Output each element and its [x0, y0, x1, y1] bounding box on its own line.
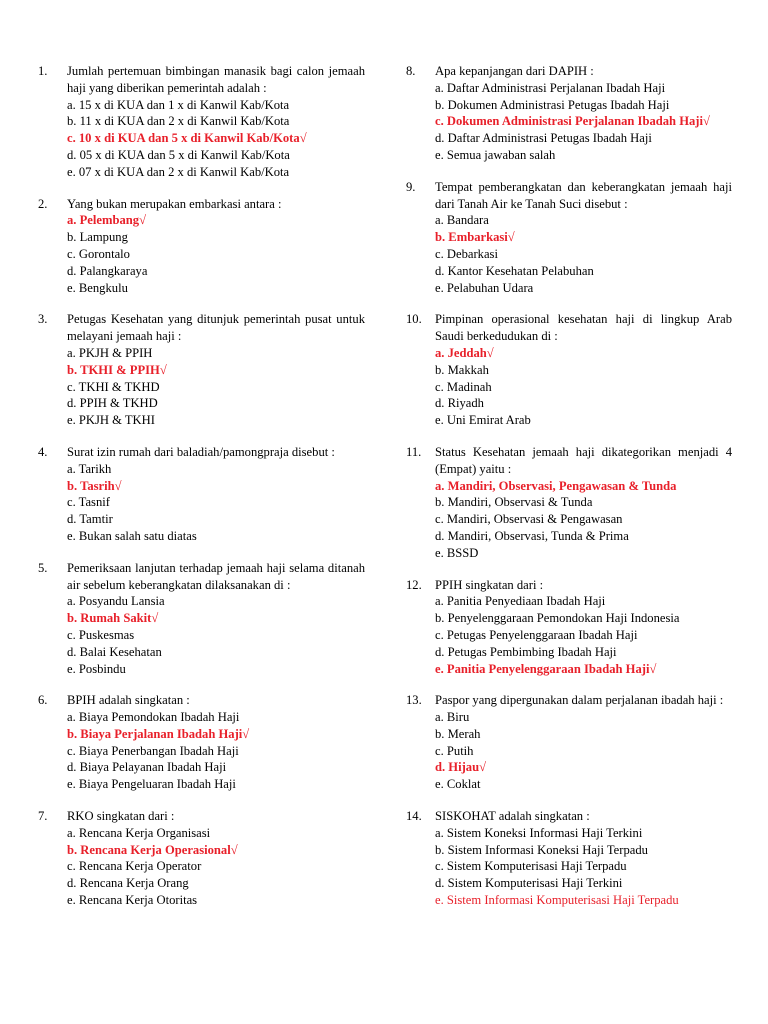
answer-option	[435, 97, 732, 114]
question-text: Jumlah pertemuan bimbingan manasik bagi calon jemaah haji yang diberikan pemerintah adalah :	[67, 64, 365, 95]
check-mark-icon: √	[703, 114, 710, 129]
answer-option	[67, 875, 365, 892]
option-text: b. TKHI & PPIH	[67, 362, 160, 377]
question-number: 8.	[406, 64, 416, 78]
option-text: e. Panitia Penyelenggaraan Ibadah Haji	[435, 661, 650, 676]
question-number: 4.	[38, 444, 48, 459]
option-text: b. 11 x di KUA dan 2 x di Kanwil Kab/Kota	[67, 114, 290, 129]
answer-option	[435, 263, 732, 280]
question-item	[38, 444, 365, 545]
answer-option	[435, 246, 732, 263]
answer-option-correct	[435, 661, 732, 678]
option-text: e. Sistem Informasi Komputerisasi Haji Terpadu	[435, 893, 679, 908]
question-item	[38, 808, 365, 909]
answer-option	[435, 776, 732, 793]
option-text: c. Mandiri, Observasi & Pengawasan	[435, 512, 623, 527]
question-item	[406, 179, 732, 297]
answer-option	[67, 661, 365, 678]
answer-option	[67, 759, 365, 776]
answer-option	[67, 229, 365, 246]
check-mark-icon: √	[114, 478, 122, 493]
option-text: e. Bukan salah satu diatas	[67, 528, 197, 543]
answer-option-correct	[435, 478, 732, 495]
answer-option-correct	[67, 130, 365, 147]
question-item	[406, 444, 732, 562]
option-text: c. Rencana Kerja Operator	[67, 859, 202, 874]
option-text: d. 05 x di KUA dan 5 x di Kanwil Kab/Kota	[67, 147, 290, 162]
answer-option	[435, 362, 732, 379]
question-item	[38, 311, 365, 429]
option-text: d. Rencana Kerja Orang	[67, 876, 189, 891]
option-text: b. Dokumen Administrasi Petugas Ibadah Haji	[435, 97, 670, 112]
question-text: Apa kepanjangan dari DAPIH :	[435, 64, 594, 78]
option-text: d. Kantor Kesehatan Pelabuhan	[435, 263, 594, 278]
option-text: d. Biaya Pelayanan Ibadah Haji	[67, 760, 227, 775]
question-item	[38, 196, 365, 297]
answer-option	[435, 494, 732, 511]
option-text: a. Sistem Koneksi Informasi Haji Terkini	[435, 825, 643, 840]
option-text: d. Sistem Komputerisasi Haji Terkini	[435, 876, 623, 891]
question-number: 10.	[406, 312, 422, 327]
answer-option-correct	[67, 842, 365, 859]
question-text: Petugas Kesehatan yang ditunjuk pemerintah pusat untuk melayani jemaah haji :	[67, 312, 365, 344]
option-text: b. Lampung	[67, 230, 128, 245]
option-text: e. PKJH & TKHI	[67, 413, 155, 428]
answer-option	[67, 280, 365, 297]
question-number: 11.	[406, 444, 422, 459]
option-text: e. Coklat	[435, 777, 481, 792]
option-text: a. 15 x di KUA dan 1 x di Kanwil Kab/Kota	[67, 97, 290, 112]
answer-option	[435, 528, 732, 545]
option-text: a. Posyandu Lansia	[67, 594, 165, 609]
option-text: a. Tarikh	[67, 461, 112, 476]
question-text: BPIH adalah singkatan :	[67, 693, 190, 708]
answer-option	[435, 545, 732, 562]
option-text: c. Dokumen Administrasi Perjalanan Ibadah Haji	[435, 114, 703, 129]
answer-option	[67, 263, 365, 280]
question-number: 14.	[406, 809, 422, 824]
question-number: 5.	[38, 560, 48, 575]
option-text: b. Sistem Informasi Koneksi Haji Terpadu	[435, 842, 648, 857]
question-text: RKO singkatan dari :	[67, 809, 175, 824]
answer-option	[67, 395, 365, 412]
answer-option	[435, 842, 732, 859]
answer-option	[67, 412, 365, 429]
answer-option	[435, 395, 732, 412]
check-mark-icon: √	[230, 842, 238, 857]
option-text: d. Daftar Administrasi Petugas Ibadah Haji	[435, 131, 652, 146]
answer-option	[67, 147, 365, 164]
option-text: b. Biaya Perjalanan Ibadah Haji	[67, 726, 243, 741]
option-text: d. Petugas Pembimbing Ibadah Haji	[435, 644, 617, 659]
question-text: Pimpinan operasional kesehatan haji di lingkup Arab Saudi berkedudukan di :	[435, 312, 732, 344]
check-mark-icon: √	[159, 362, 167, 377]
answer-option	[67, 892, 365, 909]
answer-option	[67, 743, 365, 760]
question-item	[38, 692, 365, 793]
answer-option	[435, 709, 732, 726]
answer-option-correct	[67, 610, 365, 627]
check-mark-icon: √	[139, 213, 146, 228]
question-number: 7.	[38, 809, 48, 824]
option-text: e. BSSD	[435, 545, 479, 560]
answer-option	[67, 858, 365, 875]
answer-option	[435, 212, 732, 229]
answer-option	[435, 280, 732, 297]
answer-option	[67, 776, 365, 793]
option-text: d. Mandiri, Observasi, Tunda & Prima	[435, 528, 629, 543]
check-mark-icon: √	[299, 131, 307, 146]
answer-option-correct	[435, 345, 732, 362]
check-mark-icon: √	[507, 230, 515, 245]
answer-option	[435, 379, 732, 396]
option-text: a. Jeddah	[435, 345, 487, 360]
option-text: a. PKJH & PPIH	[67, 345, 153, 360]
option-text: c. Petugas Penyelenggaraan Ibadah Haji	[435, 627, 638, 642]
answer-option	[67, 709, 365, 726]
answer-option	[435, 412, 732, 429]
option-text: e. Biaya Pengeluaran Ibadah Haji	[67, 777, 236, 792]
answer-option	[67, 97, 365, 114]
check-mark-icon: √	[242, 726, 250, 741]
question-text: Yang bukan merupakan embarkasi antara :	[67, 196, 282, 211]
answer-option	[435, 130, 732, 147]
option-text: a. Biru	[435, 710, 470, 725]
answer-option-correct	[435, 892, 732, 909]
option-text: c. Putih	[435, 743, 474, 758]
check-mark-icon: √	[151, 611, 159, 626]
option-text: b. Penyelenggaraan Pemondokan Haji Indonesia	[435, 611, 680, 626]
answer-option	[67, 825, 365, 842]
option-text: c. Debarkasi	[435, 246, 498, 261]
option-text: e. Uni Emirat Arab	[435, 413, 531, 428]
option-text: b. Embarkasi	[435, 230, 508, 245]
option-text: a. Bandara	[435, 213, 489, 228]
check-mark-icon: √	[486, 345, 494, 360]
option-text: a. Mandiri, Observasi, Pengawasan & Tunda	[435, 478, 677, 493]
option-text: c. Puskesmas	[67, 627, 135, 642]
question-text: Status Kesehatan jemaah haji dikategorikan menjadi 4 (Empat) yaitu :	[435, 444, 732, 476]
check-mark-icon: √	[649, 661, 657, 676]
answer-option	[67, 494, 365, 511]
question-text: Pemeriksaan lanjutan terhadap jemaah haji selama ditanah air sebelum keberangkatan dilaksanakan di :	[67, 560, 365, 592]
option-text: c. Tasnif	[67, 495, 110, 510]
question-number: 13.	[406, 693, 422, 708]
answer-option	[435, 858, 732, 875]
check-mark-icon: √	[479, 760, 487, 775]
option-text: b. Merah	[435, 726, 481, 741]
question-text: PPIH singkatan dari :	[435, 577, 544, 592]
option-text: e. Rencana Kerja Otoritas	[67, 893, 198, 908]
answer-option	[435, 80, 732, 97]
answer-option-correct	[67, 212, 365, 229]
option-text: c. Sistem Komputerisasi Haji Terpadu	[435, 859, 627, 874]
answer-option	[435, 147, 732, 164]
question-text: Tempat pemberangkatan dan keberangkatan jemaah haji dari Tanah Air ke Tanah Suci disebut :	[435, 179, 732, 211]
question-number: 9.	[406, 179, 416, 194]
answer-option	[435, 726, 732, 743]
left-column	[38, 63, 365, 924]
question-text: SISKOHAT adalah singkatan :	[435, 809, 590, 824]
option-text: e. Posbindu	[67, 661, 126, 676]
option-text: c. Madinah	[435, 379, 492, 394]
answer-option	[67, 528, 365, 545]
option-text: b. Rencana Kerja Operasional	[67, 842, 231, 857]
option-text: e. Bengkulu	[67, 280, 128, 295]
option-text: c. Gorontalo	[67, 246, 130, 261]
question-number: 1.	[38, 64, 48, 78]
answer-option-correct	[435, 113, 732, 130]
right-column	[406, 63, 732, 924]
option-text: a. Daftar Administrasi Perjalanan Ibadah Haji	[435, 80, 666, 95]
question-text: Surat izin rumah dari baladiah/pamongpraja disebut :	[67, 444, 335, 459]
answer-option	[67, 379, 365, 396]
option-text: e. 07 x di KUA dan 2 x di Kanwil Kab/Kota	[67, 164, 290, 179]
answer-option	[67, 345, 365, 362]
option-text: c. TKHI & TKHD	[67, 379, 160, 394]
option-text: a. Pelembang	[67, 213, 140, 228]
option-text: e. Semua jawaban salah	[435, 147, 556, 162]
question-item	[406, 808, 732, 909]
question-item	[406, 311, 732, 429]
option-text: d. Palangkaraya	[67, 263, 148, 278]
answer-option	[435, 875, 732, 892]
option-text: a. Panitia Penyediaan Ibadah Haji	[435, 594, 606, 609]
option-text: c. Biaya Penerbangan Ibadah Haji	[67, 743, 239, 758]
answer-option	[435, 627, 732, 644]
question-text: Paspor yang dipergunakan dalam perjalanan ibadah haji :	[435, 693, 724, 708]
question-item	[406, 692, 732, 793]
question-item	[38, 63, 365, 181]
question-item	[406, 577, 732, 678]
option-text: e. Pelabuhan Udara	[435, 280, 534, 295]
option-text: c. 10 x di KUA dan 5 x di Kanwil Kab/Kota	[67, 131, 300, 146]
question-item	[38, 560, 365, 678]
answer-option	[435, 825, 732, 842]
question-item	[406, 63, 732, 164]
answer-option	[67, 246, 365, 263]
option-text: d. Hijau	[435, 760, 480, 775]
question-number: 2.	[38, 196, 48, 211]
answer-option-correct	[435, 229, 732, 246]
answer-option	[435, 743, 732, 760]
option-text: d. PPIH & TKHD	[67, 396, 158, 411]
answer-option-correct	[67, 726, 365, 743]
option-text: d. Tamtir	[67, 512, 113, 527]
question-number: 3.	[38, 312, 48, 327]
answer-option	[67, 461, 365, 478]
answer-option	[67, 627, 365, 644]
answer-option	[67, 511, 365, 528]
option-text: b. Mandiri, Observasi & Tunda	[435, 495, 593, 510]
answer-option	[435, 610, 732, 627]
option-text: a. Biaya Pemondokan Ibadah Haji	[67, 710, 240, 725]
option-text: b. Rumah Sakit	[67, 611, 152, 626]
answer-option-correct	[67, 362, 365, 379]
answer-option	[67, 644, 365, 661]
option-text: b. Tasrih	[67, 478, 115, 493]
answer-option	[67, 113, 365, 130]
option-text: d. Riyadh	[435, 396, 484, 411]
answer-option	[67, 164, 365, 181]
question-number: 6.	[38, 693, 48, 708]
answer-option-correct	[435, 759, 732, 776]
option-text: b. Makkah	[435, 362, 489, 377]
answer-option	[435, 593, 732, 610]
option-text: d. Balai Kesehatan	[67, 644, 162, 659]
answer-option	[435, 511, 732, 528]
answer-option-correct	[67, 478, 365, 495]
answer-option	[435, 644, 732, 661]
answer-option	[67, 593, 365, 610]
option-text: a. Rencana Kerja Organisasi	[67, 825, 211, 840]
question-number: 12.	[406, 577, 422, 592]
